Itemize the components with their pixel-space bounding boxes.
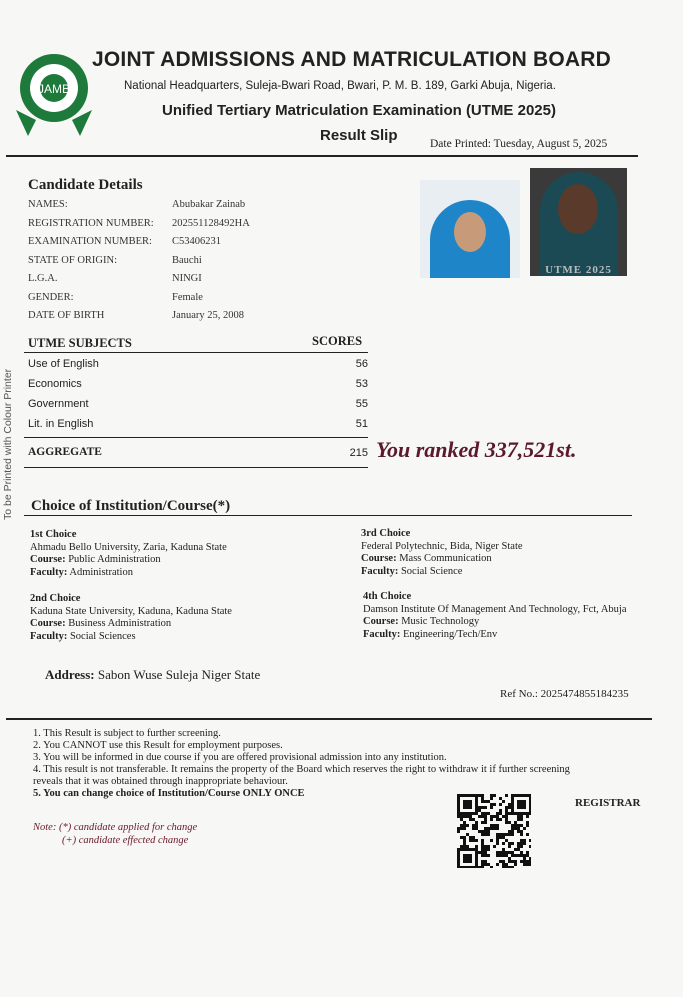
note-item: 1. This Result is subject to further screening. [33, 728, 221, 739]
ref-number: Ref No.: 2025474855184235 [500, 688, 629, 700]
address-line [45, 667, 260, 683]
note-line: (+) candidate effected change [62, 834, 189, 846]
faculty-label: Faculty: [30, 566, 68, 578]
candidate-heading: Candidate Details [28, 177, 143, 193]
field-label: EXAMINATION NUMBER: [28, 236, 152, 247]
note-item: 4. This result is not transferable. It remains the property of the Board which reserves the right to withdraw it if further screening [33, 764, 570, 775]
subject-name: Use of English [28, 358, 99, 370]
qr-code [457, 794, 531, 868]
choice-course: Music Technology [401, 616, 480, 627]
date-printed: Date Printed: Tuesday, August 5, 2025 [430, 138, 608, 150]
choice-faculty: Social Sciences [69, 630, 136, 642]
divider [6, 718, 652, 720]
subject-name: Economics [28, 378, 82, 390]
choice-2 [30, 593, 232, 643]
choice-faculty: Engineering/Tech/Env [402, 628, 498, 640]
subject-score: 55 [355, 398, 368, 410]
faculty-label: Faculty: [361, 565, 399, 577]
choice-institution: Damson Institute Of Management And Technology, Fct, Abuja [363, 603, 627, 615]
choice-course: Business Administration [68, 618, 172, 629]
field-label: L.G.A. [28, 273, 58, 284]
note-item: reveals that it was obtained through inappropriate behaviour. [33, 776, 288, 787]
faculty-label: Faculty: [30, 630, 68, 642]
field-value: Abubakar Zainab [172, 199, 246, 210]
field-label: REGISTRATION NUMBER: [28, 217, 154, 229]
address-label: Address: [45, 667, 95, 682]
field-value: January 25, 2008 [172, 310, 245, 321]
exam-title: Unified Tertiary Matriculation Examination (UTME 2025) [162, 102, 556, 119]
choice-title: 3rd Choice [361, 528, 411, 539]
choice-4 [363, 591, 626, 641]
choices-heading: Choice of Institution/Course(*) [31, 498, 231, 514]
doc-title: Result Slip [320, 127, 398, 144]
subject-score: 51 [355, 418, 368, 430]
field-value: Bauchi [172, 254, 202, 266]
subject-name: Lit. in English [28, 418, 94, 430]
side-note: To be Printed with Colour Printer [2, 368, 14, 520]
choice-faculty: Social Science [400, 565, 463, 577]
field-label: DATE OF BIRTH [28, 310, 105, 321]
exam-photo [530, 168, 627, 276]
subjects-header: UTME SUBJECTS [28, 336, 132, 350]
divider [24, 437, 368, 438]
choice-institution: Federal Polytechnic, Bida, Niger State [361, 540, 523, 552]
choice-institution: Kaduna State University, Kaduna, Kaduna State [30, 605, 232, 617]
note-item: 5. You can change choice of Institution/Course ONLY ONCE [33, 788, 305, 799]
scores-header: SCORES [312, 334, 363, 348]
choice-faculty: Administration [69, 566, 133, 578]
note-item: 2. You CANNOT use this Result for employment purposes. [33, 740, 283, 751]
address-value: Sabon Wuse Suleja Niger State [97, 667, 261, 682]
board-address: National Headquarters, Suleja-Bwari Road, Bwari, P. M. B. 189, Garki Abuja, Nigeria. [124, 80, 556, 92]
subject-score: 56 [355, 358, 368, 370]
svg-text:JAMB: JAMB [37, 82, 71, 96]
aggregate-label: AGGREGATE [28, 446, 102, 458]
field-value: 202551128492HA [172, 217, 250, 229]
choice-3 [361, 528, 523, 578]
choice-title: 4th Choice [363, 591, 412, 602]
choice-1 [30, 529, 227, 579]
photo-caption: UTME 2025 [545, 264, 612, 276]
field-value: NINGI [172, 273, 202, 284]
field-label: STATE OF ORIGIN: [28, 254, 117, 266]
subject-score: 53 [355, 378, 368, 390]
field-value: Female [172, 291, 203, 303]
candidate-photo [420, 180, 520, 278]
field-label: GENDER: [28, 291, 74, 303]
divider [24, 467, 368, 468]
board-title: JOINT ADMISSIONS AND MATRICULATION BOARD [92, 48, 611, 71]
field-label: NAMES: [28, 199, 68, 210]
choice-institution: Ahmadu Bello University, Zaria, Kaduna State [30, 541, 227, 553]
registrar-label: REGISTRAR [575, 797, 641, 809]
divider [6, 155, 638, 157]
course-label: Course: [363, 616, 399, 627]
rank-text: You ranked 337,521st. [376, 437, 577, 462]
choice-course: Public Administration [68, 554, 161, 565]
aggregate-score: 215 [349, 447, 368, 459]
choice-course: Mass Communication [399, 553, 492, 564]
subject-name: Government [28, 398, 89, 410]
jamb-logo [14, 50, 94, 136]
note-line: Note: (*) candidate applied for change [33, 822, 198, 833]
course-label: Course: [30, 554, 66, 565]
field-value: C53406231 [172, 236, 222, 247]
divider [24, 352, 368, 353]
note-item: 3. You will be informed in due course if you are offered provisional admission into any institution. [33, 752, 447, 763]
course-label: Course: [361, 553, 397, 564]
choice-title: 1st Choice [30, 529, 77, 540]
course-label: Course: [30, 618, 66, 629]
faculty-label: Faculty: [363, 628, 401, 640]
note [33, 822, 197, 847]
choice-title: 2nd Choice [30, 593, 81, 604]
divider [24, 515, 632, 516]
